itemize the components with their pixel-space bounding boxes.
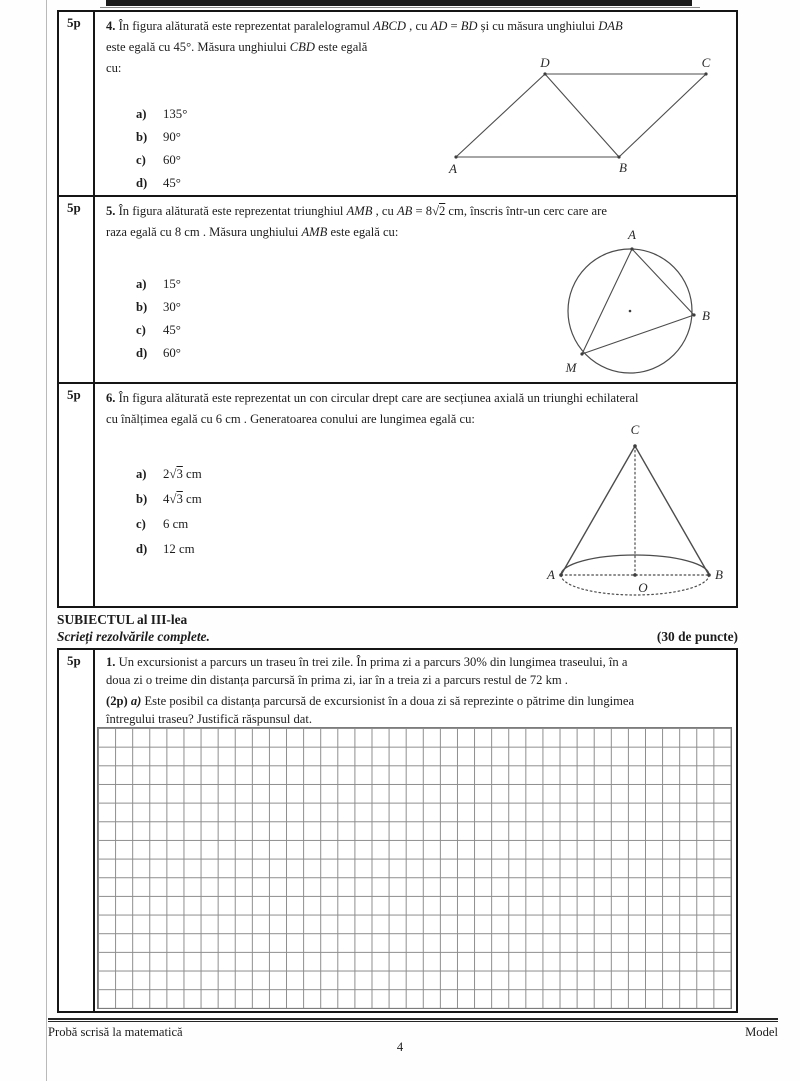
option-value: 135° [163,107,188,121]
subject3-heading [57,611,738,646]
points-cell: 5p [59,197,95,382]
footer-right-text: Model [745,1025,778,1039]
question-1-line-3: (2p) a) Este posibil ca distanța parcursă de excursionist în a doua zi să reprezinte o pătrime din lungimea [106,694,635,708]
option-letter: a) [136,107,147,121]
option-value: 6 cm [163,517,189,531]
vertex-label-o: O [638,580,648,595]
page-number: 4 [396,1040,404,1054]
footer-row [48,1025,778,1040]
vertex-label-d: D [540,55,550,70]
option-value: 12 cm [163,542,195,556]
option-letter: b) [136,130,148,144]
vertex-label-c: C [630,422,640,437]
circle-figure [550,225,715,383]
points-cell: 5p [59,650,95,1011]
question-1-line-4: întregului traseu? Justifică răspunsul dat. [106,712,312,726]
vertex-label-a: A [547,567,555,582]
points-cell: 5p [59,384,95,606]
subject2-table [57,10,738,608]
question-6-line-2: cu înălțimea egală cu 6 cm . Generatoarea conului are lungimea egală cu: [106,412,475,426]
option-value: 60° [163,346,181,360]
option-letter: d) [136,176,148,190]
cone-figure [545,420,730,602]
question-6-line-1: 6. În figura alăturată este reprezentat un con circular drept care are secțiunea axială un triunghi echilateral [106,391,639,405]
vertex-label-b: B [715,567,723,582]
subject3-instructions: Scrieți rezolvările complete. [57,629,210,644]
parallelogram-figure [433,54,733,184]
option-value: 15° [163,277,181,291]
option-letter: d) [136,346,148,360]
points-cell: 5p [59,12,95,195]
question-4-content [95,12,736,195]
option-value: 30° [163,300,181,314]
subject3-table [57,648,738,1013]
clipped-header-strip [106,0,692,6]
question-1-content [95,650,736,1011]
option-letter: a) [136,467,147,481]
question-row-1 [59,650,736,1011]
option-value: 45° [163,323,181,337]
question-1-line-2: doua zi o treime din distanța parcursă în prima zi, iar în a treia zi a parcurs restul de 72 km . [106,673,568,687]
option-letter: c) [136,517,146,531]
footer-left-text: Probă scrisă la matematică [48,1025,183,1039]
option-letter: b) [136,492,148,506]
option-value: 90° [163,130,181,144]
option-value: 2√3 cm [163,467,202,481]
page-edge-line [46,0,47,1081]
question-5-line-2: raza egală cu 8 cm . Măsura unghiului AMB este egală cu: [106,225,399,239]
option-letter: b) [136,300,148,314]
footer-double-rule [48,1018,778,1022]
clipped-header-rule [100,7,700,8]
question-4-line-2: este egală cu 45°. Măsura unghiului CBD este egală [106,40,368,54]
option-letter: d) [136,542,148,556]
vertex-label-a: A [628,227,636,242]
question-5-line-1: 5. În figura alăturată este reprezentat triunghiul AMB , cu AB = 8√2 cm, înscris într-un cerc care are [106,204,607,218]
answer-grid [97,727,732,1009]
vertex-label-b: B [702,308,710,323]
option-letter: c) [136,323,146,337]
vertex-label-a: A [449,161,457,176]
subject3-title: SUBIECTUL al III-lea [57,612,188,627]
option-value: 45° [163,176,181,190]
question-row-6 [59,384,736,606]
vertex-label-c: C [701,55,711,70]
question-1-line-1: 1. Un excursionist a parcurs un traseu în trei zile. În prima zi a parcurs 30% din lungimea traseului, în a [106,655,628,669]
question-4-line-3: cu: [106,61,122,75]
vertex-label-b: B [619,160,627,175]
vertex-label-m: M [565,360,577,375]
option-value: 4√3 cm [163,492,202,506]
option-letter: c) [136,153,146,167]
question-6-content [95,384,736,606]
question-5-content [95,197,736,382]
question-4-line-1: 4. În figura alăturată este reprezentat paralelogramul ABCD , cu AD = BD și cu măsura unghiului DAB [106,19,623,33]
subject3-subheading-row [57,628,738,646]
option-value: 60° [163,153,181,167]
question-row-5 [59,197,736,384]
option-letter: a) [136,277,147,291]
subject3-points-total: (30 de puncte) [656,629,738,644]
question-row-4 [59,12,736,197]
